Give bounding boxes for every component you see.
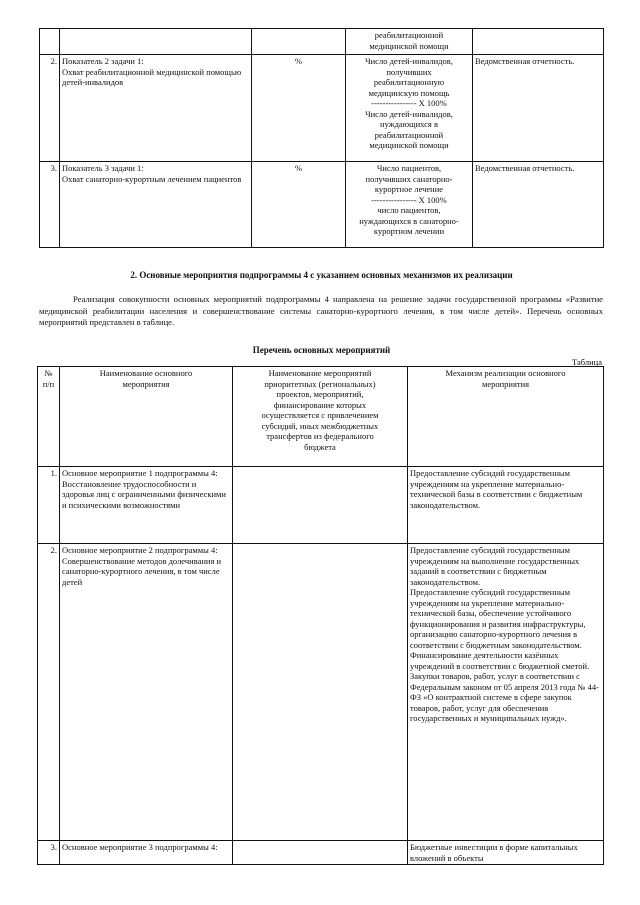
- column-header-name: Наименование основного мероприятия: [60, 367, 233, 467]
- row-number: [40, 29, 60, 55]
- table-row: [40, 55, 604, 162]
- indicator-unit: %: [252, 55, 346, 162]
- indicator-formula: реабилитационной медицинской помощи: [346, 29, 473, 55]
- column-header-projects: Наименование мероприятий приоритетных (региональных) проектов, мероприятий, финансирование которых осуществляется с привлечением субсидий, иных межбюджетных трансфертов из федерального бюджета: [233, 367, 408, 467]
- table-row: [38, 841, 604, 865]
- column-header-mechanism: Механизм реализации основного мероприятия: [408, 367, 604, 467]
- measure-name: Основное мероприятие 1 подпрограммы 4: Восстановление трудоспособности и здоровья лиц с ограниченными физическими и психическими возможностями: [60, 467, 233, 544]
- table-row: [38, 467, 604, 544]
- measures-table: [37, 366, 604, 865]
- indicator-name: Показатель 2 задачи 1: Охват реабилитационной медицинской помощью детей-инвалидов: [60, 55, 252, 162]
- measure-name: Основное мероприятие 2 подпрограммы 4: Совершенствование методов долечивания и санаторно-курортного лечения, в том числе детей: [60, 544, 233, 841]
- measure-projects: [233, 467, 408, 544]
- measure-projects: [233, 841, 408, 865]
- measure-mechanism: Бюджетные инвестиции в форме капитальных вложений в объекты: [408, 841, 604, 865]
- table-row: [40, 162, 604, 248]
- measures-title: Перечень основных мероприятий: [252, 345, 391, 355]
- column-header-number: № п/п: [38, 367, 60, 467]
- indicator-unit: %: [252, 162, 346, 248]
- indicator-name: Показатель 3 задачи 1: Охват санаторно-курортным лечением пациентов: [60, 162, 252, 248]
- table-header-row: [38, 367, 604, 467]
- table-row: [38, 544, 604, 841]
- indicator-formula: Число детей-инвалидов, получивших реабилитационную медицинскую помощь ---------------- Х 100% Число детей-инвалидов, нуждающихся в реабилитационной медицинской помощи: [346, 55, 473, 162]
- measure-name: Основное мероприятие 3 подпрограммы 4:: [60, 841, 233, 865]
- indicator-name: [60, 29, 252, 55]
- row-number: 3.: [38, 841, 60, 865]
- section-heading: 2. Основные мероприятия подпрограммы 4 с указанием основных механизмов их реализации: [130, 270, 513, 280]
- indicator-formula: Число пациентов, получивших санаторно- курортное лечение ---------------- Х 100% число пациентов, нуждающихся в санаторно- курортном лечении: [346, 162, 473, 248]
- table-label: Таблица: [572, 357, 602, 367]
- indicator-source: [473, 29, 604, 55]
- measure-mechanism: Предоставление субсидий государственным учреждениям на укрепление материально-технической базы в соответствии с бюджетным законодательством.: [408, 467, 604, 544]
- table-row: [40, 29, 604, 55]
- row-number: 1.: [38, 467, 60, 544]
- section-paragraph: Реализация совокупности основных мероприятий подпрограммы 4 направлена на решение задачи государственной программы «Развитие медицинской реабилитации населения и совершенствование системы санаторно-курортного лечения, в том числе детей». Перечень основных мероприятий представлен в таблице.: [39, 294, 603, 327]
- measure-mechanism: Предоставление субсидий государственным учреждениям на выполнение государственных заданий в соответствии с бюджетным законодательством. Предоставление субсидий государственным учреждениям на укрепление материально-технической базы, обеспечение устойчивого функционирования и развития инфраструктуры, организацию санаторно-курортного лечения в соответствии с бюджетным законодательством. Финансирование деятельности казённых учреждений в соответствии с бюджетной сметой. Закупки товаров, работ, услуг в соответствии с Федеральным законом от 05 апреля 2013 года № 44-ФЗ «О контрактной системе в сфере закупок товаров, работ, услуг для обеспечения государственных и муниципальных нужд».: [408, 544, 604, 841]
- indicator-source: Ведомственная отчетность.: [473, 55, 604, 162]
- row-number: 2.: [38, 544, 60, 841]
- measure-projects: [233, 544, 408, 841]
- indicator-source: Ведомственная отчетность.: [473, 162, 604, 248]
- indicator-unit: [252, 29, 346, 55]
- row-number: 2.: [40, 55, 60, 162]
- indicators-table: [39, 28, 604, 248]
- row-number: 3.: [40, 162, 60, 248]
